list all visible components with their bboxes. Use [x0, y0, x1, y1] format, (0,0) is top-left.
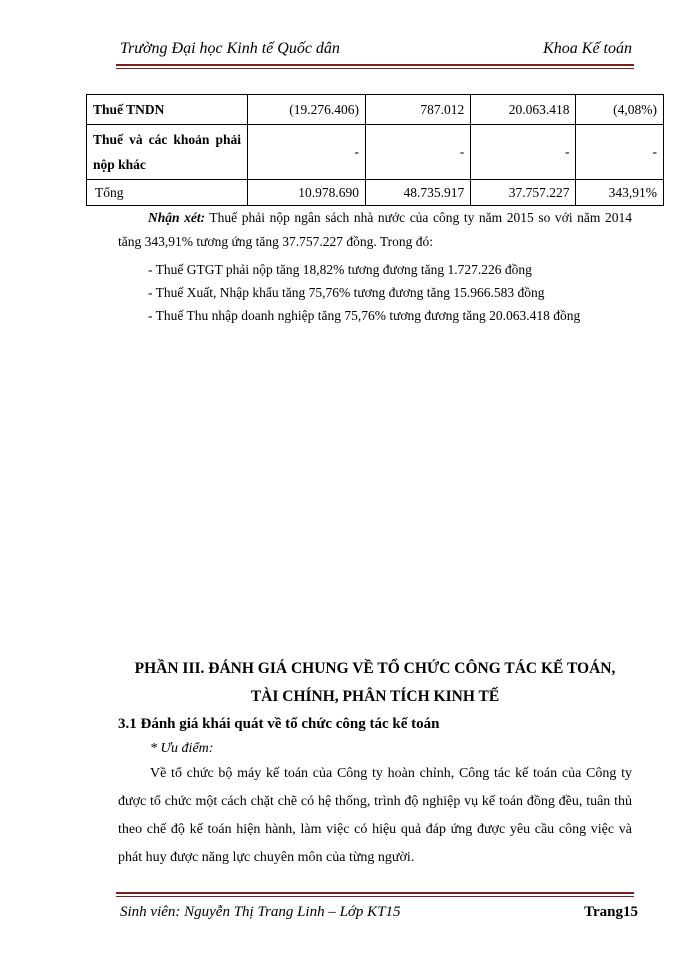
table-row [87, 95, 664, 125]
table-row [87, 180, 664, 206]
table-row [87, 125, 664, 180]
cell: 787.012 [366, 95, 471, 125]
page-number: Trang15 [584, 904, 638, 920]
cell: 10.978.690 [248, 180, 366, 206]
row-name: Thuế TNDN [87, 95, 248, 125]
row-name: Tổng [87, 180, 248, 206]
row-name: Thuế và các khoản phải nộp khác [87, 125, 248, 180]
remark-label: Nhận xét: [148, 210, 206, 225]
body-paragraph: Về tổ chức bộ máy kế toán của Công ty hoàn chỉnh, Công tác kế toán của Công ty được tổ chức một cách chặt chẽ có hệ thống, trình độ nghiệp vụ kế toán đồng đều, tuân thủ theo chế độ kế toán hiện hành, làm việc có hiệu quả đáp ứng được yêu cầu công việc và phát huy được năng lực chuyên môn của từng người. [118, 766, 632, 865]
part-title-line2: TÀI CHÍNH, PHÂN TÍCH KINH TẾ [250, 688, 500, 705]
cell: (4,08%) [576, 95, 664, 125]
header-school: Trường Đại học Kinh tế Quốc dân [120, 40, 340, 57]
page-header [120, 40, 632, 62]
cell: (19.276.406) [248, 95, 366, 125]
cell: 37.757.227 [471, 180, 576, 206]
header-rule-thin [116, 68, 634, 69]
list-item: - Thuế GTGT phải nộp tăng 18,82% tương đương tăng 1.727.226 đồng [148, 262, 532, 277]
cell: 343,91% [576, 180, 664, 206]
footer-student: Sinh viên: Nguyễn Thị Trang Linh – Lớp KT15 [120, 904, 401, 920]
section-heading: 3.1 Đánh giá khái quát về tổ chức công tác kế toán [118, 716, 440, 732]
cell: 20.063.418 [471, 95, 576, 125]
remark-bullets [148, 258, 648, 327]
tax-table [86, 94, 664, 206]
footer-rule [116, 892, 634, 894]
part-title-line1: PHẦN III. ĐÁNH GIÁ CHUNG VỀ TỔ CHỨC CÔNG TÁC KẾ TOÁN, [134, 660, 616, 677]
cell: - [366, 125, 471, 180]
cell: 48.735.917 [366, 180, 471, 206]
header-rule [116, 64, 634, 66]
subheading: * Ưu điểm: [150, 741, 214, 756]
cell: - [471, 125, 576, 180]
page-footer [120, 904, 638, 926]
list-item: - Thuế Thu nhập doanh nghiệp tăng 75,76% tương đương tăng 20.063.418 đồng [148, 308, 581, 323]
footer-rule-thin [116, 896, 634, 897]
remark-paragraph [118, 206, 632, 254]
cell: - [576, 125, 664, 180]
header-faculty: Khoa Kế toán [543, 40, 632, 57]
remark-text: Thuế phải nộp ngân sách nhà nước của công ty năm 2015 so với năm 2014 tăng 343,91% tương ứng tăng 37.757.227 đồng. Trong đó: [118, 210, 632, 249]
cell: - [248, 125, 366, 180]
list-item: - Thuế Xuất, Nhập khẩu tăng 75,76% tương đương tăng 15.966.583 đồng [148, 285, 545, 300]
